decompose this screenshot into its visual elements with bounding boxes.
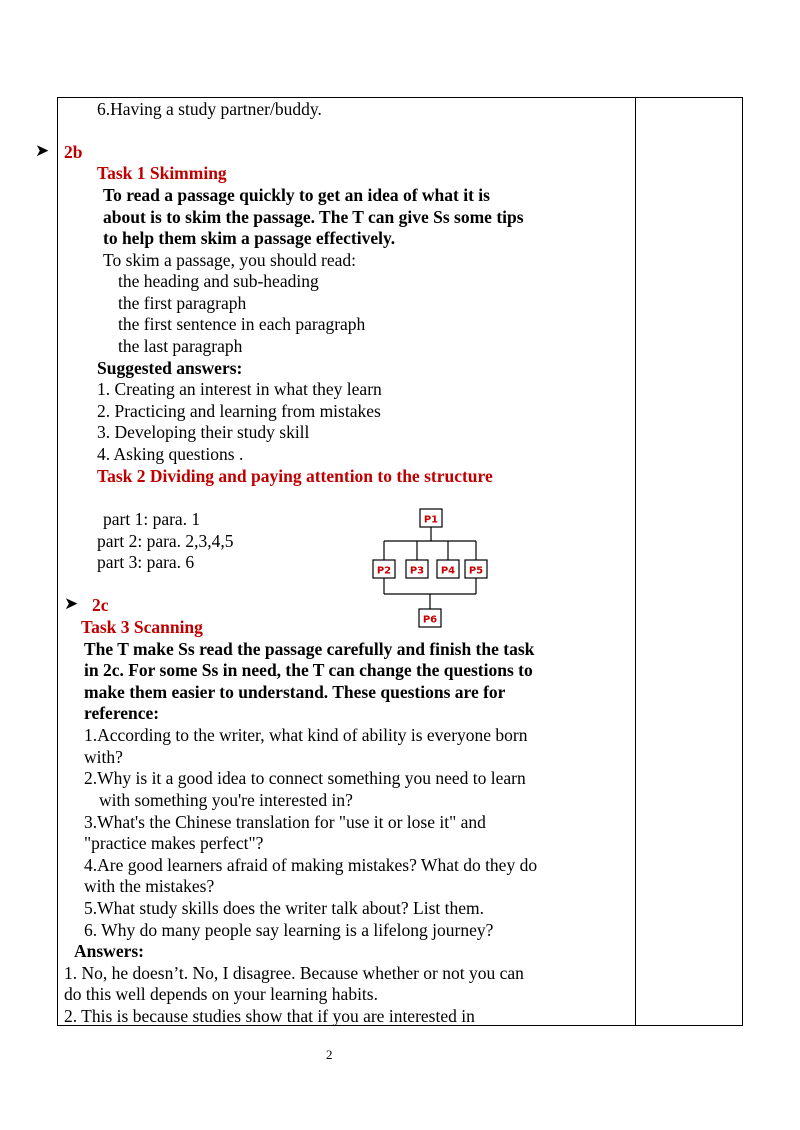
structure-part: part 1: para. 1	[103, 509, 201, 529]
question-item: 4.Are good learners afraid of making mistakes? What do they do	[84, 855, 538, 875]
diagram-box-p4	[437, 560, 459, 578]
structure-part: part 3: para. 6	[97, 552, 195, 572]
task-3-description: make them easier to understand. These questions are for	[84, 682, 506, 702]
question-item: with the mistakes?	[84, 876, 215, 896]
page-number: 2	[326, 1047, 333, 1062]
diagram-box-bottom	[419, 609, 441, 627]
question-item: 6. Why do many people say learning is a lifelong journey?	[84, 920, 494, 940]
answer-text: do this well depends on your learning habits.	[64, 984, 378, 1004]
question-item: 2.Why is it a good idea to connect something you need to learn	[84, 768, 526, 788]
task-2-heading: Task 2 Dividing and paying attention to the structure	[97, 466, 493, 486]
diagram-box-top	[420, 509, 442, 527]
column-divider	[635, 97, 636, 1026]
diagram-box-p5	[465, 560, 487, 578]
task-1-description: To read a passage quickly to get an idea of what it is	[103, 185, 490, 205]
answers-heading: Answers:	[74, 941, 144, 961]
section-heading-2b: 2b	[64, 142, 83, 162]
question-item: with something you're interested in?	[99, 790, 353, 810]
skim-item: the first sentence in each paragraph	[118, 314, 366, 334]
answer-item: 1. Creating an interest in what they learn	[97, 379, 382, 399]
task-3-description: reference:	[84, 703, 160, 723]
diagram-label-middle: P5	[468, 565, 484, 577]
diagram-label-middle: P2	[376, 565, 392, 577]
diagram-label-bottom: P6	[422, 614, 438, 626]
section-heading-2c: 2c	[92, 595, 109, 615]
answer-item: 2. Practicing and learning from mistakes	[97, 401, 381, 421]
diagram-label-middle: P3	[409, 565, 425, 577]
answer-text: 1. No, he doesn’t. No, I disagree. Because whether or not you can	[64, 963, 524, 983]
skim-intro: To skim a passage, you should read:	[103, 250, 356, 270]
suggested-answers-heading: Suggested answers:	[97, 358, 243, 378]
diagram-box-p2	[373, 560, 395, 578]
task-3-heading: Task 3 Scanning	[81, 617, 203, 637]
diagram-label-middle: P4	[440, 565, 456, 577]
answer-item: 3. Developing their study skill	[97, 422, 310, 442]
task-1-description: to help them skim a passage effectively.	[103, 228, 396, 248]
structure-part: part 2: para. 2,3,4,5	[97, 531, 234, 551]
skim-item: the last paragraph	[118, 336, 243, 356]
structure-diagram	[372, 508, 494, 630]
answer-text: 2. This is because studies show that if you are interested in	[64, 1006, 475, 1026]
task-1-heading: Task 1 Skimming	[97, 163, 227, 183]
answer-item: 4. Asking questions .	[97, 444, 244, 464]
question-item: 3.What's the Chinese translation for "use it or lose it" and	[84, 812, 486, 832]
arrowhead-bullet-icon: ➤	[35, 141, 50, 161]
task-3-description: The T make Ss read the passage carefully and finish the task	[84, 639, 535, 659]
skim-item: the first paragraph	[118, 293, 247, 313]
question-item: with?	[84, 747, 123, 767]
question-item: 5.What study skills does the writer talk about? List them.	[84, 898, 484, 918]
diagram-box-p3	[406, 560, 428, 578]
question-item: "practice makes perfect"?	[84, 833, 264, 853]
diagram-label-top: P1	[423, 514, 439, 526]
list-item: 6.Having a study partner/buddy.	[97, 99, 322, 119]
task-1-description: about is to skim the passage. The T can give Ss some tips	[103, 207, 524, 227]
task-3-description: in 2c. For some Ss in need, the T can change the questions to	[84, 660, 533, 680]
question-item: 1.According to the writer, what kind of ability is everyone born	[84, 725, 528, 745]
arrowhead-bullet-icon: ➤	[64, 594, 79, 614]
skim-item: the heading and sub-heading	[118, 271, 319, 291]
